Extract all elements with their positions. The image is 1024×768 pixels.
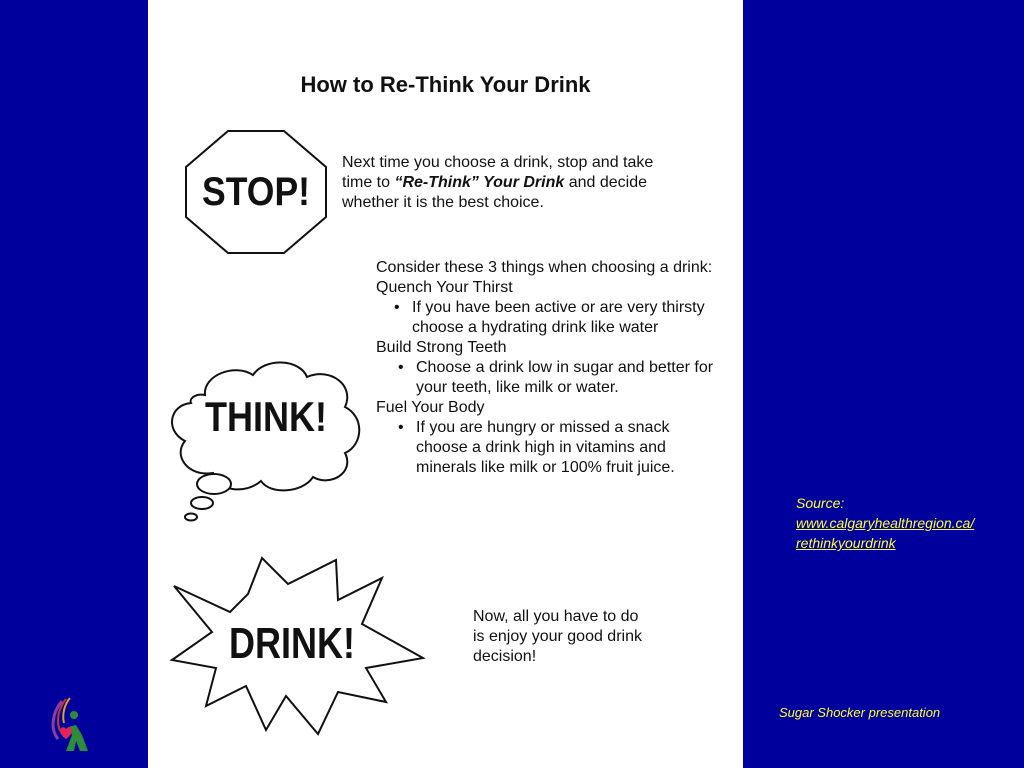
section-heading-thirst: Quench Your Thirst (376, 279, 513, 296)
health-region-logo-icon (48, 695, 98, 753)
bullet-thirst: • If you have been active or are very thirsty choose a hydrating drink like water (390, 298, 721, 338)
drink-starburst-icon (168, 556, 426, 738)
drink-starburst-label: DRINK! (229, 619, 355, 668)
footer-caption: Sugar Shocker presentation (779, 705, 941, 720)
stop-text-part2: and decide whether it is the best choice. (342, 174, 647, 211)
section-heading-teeth: Build Strong Teeth (376, 339, 507, 356)
stop-text-part1: Next time you choose a drink, stop and take time to (342, 154, 654, 191)
bullet-teeth: • Choose a drink low in sugar and better for your teeth, like milk or water. (394, 358, 721, 398)
section-heading-fuel: Fuel Your Body (376, 399, 485, 416)
think-bubble-icon (165, 355, 365, 525)
bullet-list-thirst (376, 298, 721, 338)
stop-sign-label: STOP! (202, 170, 310, 214)
think-bubble-label: THINK! (205, 393, 327, 440)
bullet-list-fuel (376, 418, 721, 478)
stop-text-emphasis: “Re-Think” Your Drink (394, 174, 565, 191)
source-link[interactable]: www.calgaryhealthregion.ca/rethinkyourdrink (796, 515, 975, 551)
bullet-list-teeth (376, 358, 721, 398)
stop-text (342, 153, 667, 213)
drink-text: Now, all you have to do is enjoy your good drink decision! (473, 608, 642, 665)
think-intro: Consider these 3 things when choosing a drink: (376, 259, 713, 276)
bullet-fuel: • If you are hungry or missed a snack choose a drink high in vitamins and minerals like milk or 100% fruit juice. (394, 418, 721, 478)
stop-sign-icon (183, 129, 329, 255)
document-title: How to Re-Think Your Drink (300, 72, 591, 97)
think-text (376, 258, 721, 478)
source-note (796, 493, 976, 553)
source-label: Source: (796, 495, 845, 511)
